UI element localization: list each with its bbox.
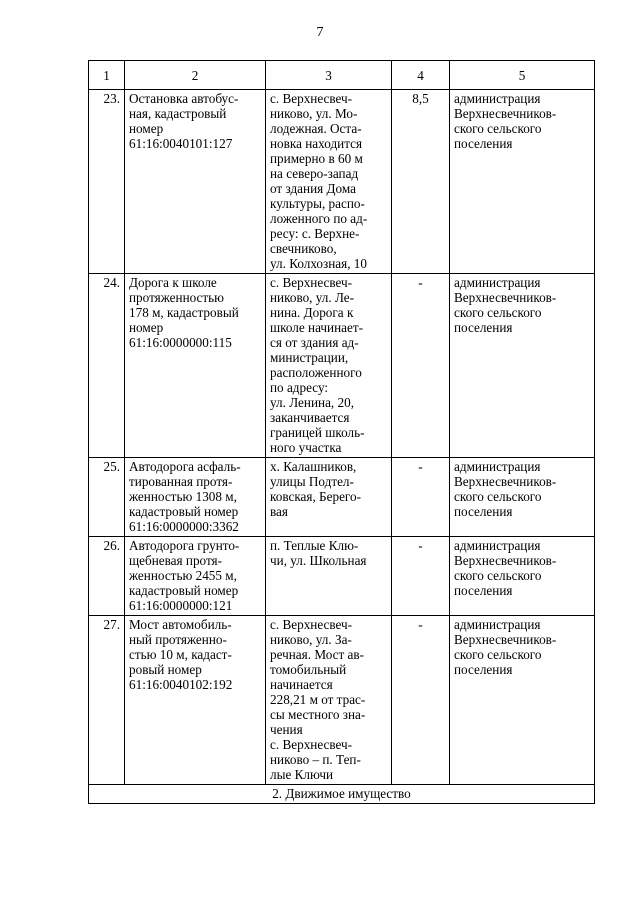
header-col-2: 2 bbox=[125, 61, 266, 90]
table-row bbox=[89, 90, 595, 274]
property-holder: администрация Верхнесвечников- ского сельского поселения bbox=[450, 616, 595, 785]
property-address: х. Калашников, улицы Подтел- ковская, Берего- вая bbox=[266, 458, 392, 537]
property-area: - bbox=[392, 616, 450, 785]
property-address: с. Верхнесвеч- никово, ул. Ле- нина. Дорога к школе начинает- ся от здания ад- министрации, расположенного по адресу: ул. Ленина, 20, заканчивается границей школь- ного участка bbox=[266, 274, 392, 458]
section-title: 2. Движимое имущество bbox=[89, 785, 595, 804]
row-number: 25. bbox=[89, 458, 125, 537]
property-address: с. Верхнесвеч- никово, ул. Мо- лодежная. Оста- новка находится примерно в 60 м на северо-запад от здания Дома культуры, распо- ложенного по ад- ресу: с. Верхне- свечниково, ул. Колхозная, 10 bbox=[266, 90, 392, 274]
header-col-4: 4 bbox=[392, 61, 450, 90]
property-name: Остановка автобус- ная, кадастровый номер 61:16:0040101:127 bbox=[125, 90, 266, 274]
row-number: 27. bbox=[89, 616, 125, 785]
property-holder: администрация Верхнесвечников- ского сельского поселения bbox=[450, 537, 595, 616]
table-row bbox=[89, 458, 595, 537]
property-name: Мост автомобиль- ный протяженно- стью 10 м, кадаст- ровый номер 61:16:0040102:192 bbox=[125, 616, 266, 785]
property-holder: администрация Верхнесвечников- ского сельского поселения bbox=[450, 90, 595, 274]
property-name: Автодорога грунто- щебневая протя- женностью 2455 м, кадастровый номер 61:16:0000000:121 bbox=[125, 537, 266, 616]
header-col-3: 3 bbox=[266, 61, 392, 90]
header-col-1: 1 bbox=[89, 61, 125, 90]
table-row bbox=[89, 537, 595, 616]
header-row bbox=[89, 61, 595, 90]
row-number: 26. bbox=[89, 537, 125, 616]
property-holder: администрация Верхнесвечников- ского сельского поселения bbox=[450, 458, 595, 537]
row-number: 24. bbox=[89, 274, 125, 458]
property-name: Дорога к школе протяженностью 178 м, кадастровый номер 61:16:0000000:115 bbox=[125, 274, 266, 458]
property-holder: администрация Верхнесвечников- ского сельского поселения bbox=[450, 274, 595, 458]
header-col-5: 5 bbox=[450, 61, 595, 90]
property-area: - bbox=[392, 274, 450, 458]
table-row bbox=[89, 274, 595, 458]
table-row bbox=[89, 616, 595, 785]
property-area: 8,5 bbox=[392, 90, 450, 274]
property-address: п. Теплые Клю- чи, ул. Школьная bbox=[266, 537, 392, 616]
page-number: 7 bbox=[316, 25, 324, 40]
row-number: 23. bbox=[89, 90, 125, 274]
property-area: - bbox=[392, 458, 450, 537]
property-name: Автодорога асфаль- тированная протя- женностью 1308 м, кадастровый номер 61:16:0000000:3362 bbox=[125, 458, 266, 537]
property-area: - bbox=[392, 537, 450, 616]
property-address: с. Верхнесвеч- никово, ул. За- речная. Мост ав- томобильный начинается 228,21 м от трас- сы местного зна- чения с. Верхнесвеч- никово – п. Теп- лые Ключи bbox=[266, 616, 392, 785]
property-registry-table bbox=[88, 60, 595, 804]
section-row bbox=[89, 785, 595, 804]
